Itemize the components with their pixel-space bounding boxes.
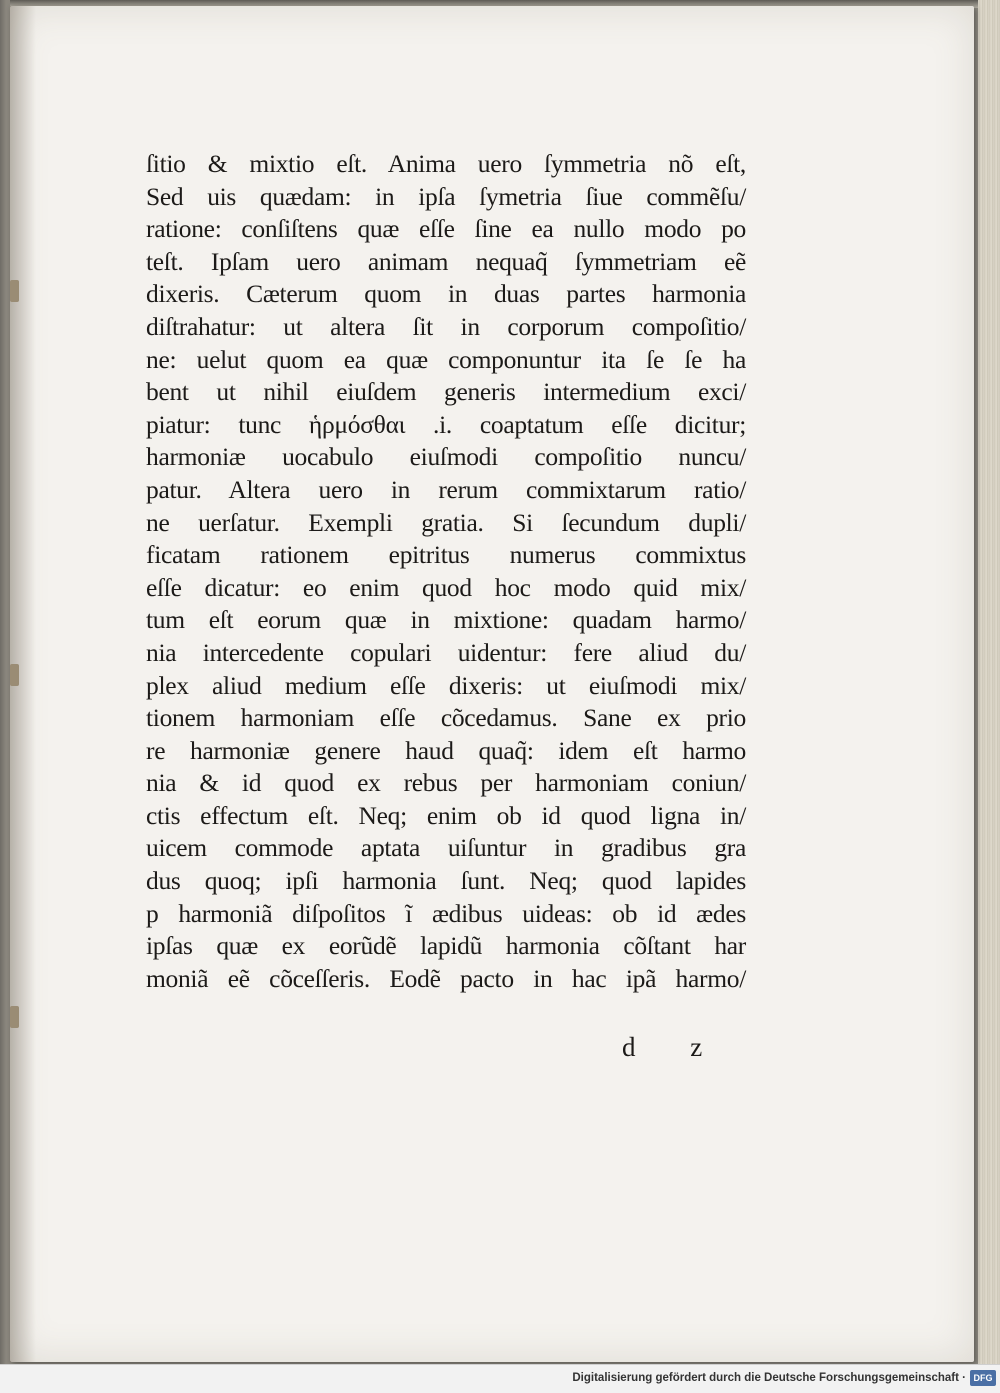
text-line: ne: uelut quom ea quæ componuntur ita ſe ſe ha — [146, 344, 746, 374]
binding-thread-mark — [10, 280, 19, 302]
signature-mark: d z — [622, 1032, 727, 1062]
text-line: tum eſt eorum quæ in mixtione: quadam harmo/ — [146, 605, 746, 635]
text-line: patur. Altera uero in rerum commixtarum ratio/ — [146, 474, 746, 504]
text-line: Sed uis quædam: in ipſa ſymetria ſiue commẽſu/ — [146, 181, 746, 211]
text-line: dus quoq; ipſi harmonia ſunt. Neq; quod lapides — [146, 866, 746, 896]
text-line: p harmoniã diſpoſitos ĩ ædibus uideas: ob id ædes — [146, 898, 746, 928]
footer-text: Digitalisierung gefördert durch die Deutsche Forschungsgemeinschaft · — [572, 1372, 966, 1384]
text-line: dixeris. Cæterum quom in duas partes harmonia — [146, 279, 746, 309]
text-line: ctis effectum eſt. Neq; enim ob id quod ligna in/ — [146, 800, 746, 830]
book-page — [10, 6, 974, 1362]
text-line: re harmoniæ genere haud quaq̃: idem eſt harmo — [146, 735, 746, 765]
text-line: tionem harmoniam eſſe cõcedamus. Sane ex prio — [146, 703, 746, 733]
text-line: ficatam rationem epitritus numerus commixtus — [146, 540, 746, 570]
text-line: piatur: tunc ἡρμόσθαι .i. coaptatum eſſe dicitur; — [146, 409, 746, 439]
text-line: moniã eẽ cõceſſeris. Eodẽ pacto in hac ipã harmo/ — [146, 963, 746, 993]
text-line: uicem commode aptata uiſuntur in gradibus gra — [146, 833, 746, 863]
text-line: ſitio & mixtio eſt. Anima uero ſymmetria nõ eſt, — [146, 149, 746, 178]
binding-thread-mark — [10, 664, 19, 686]
dfg-logo: DFG — [970, 1370, 996, 1386]
binding-thread-mark — [10, 1006, 19, 1028]
book-page-edges — [978, 0, 1000, 1365]
text-line: harmoniæ uocabulo eiuſmodi compoſitio nuncu/ — [146, 442, 746, 472]
text-line: diſtrahatur: ut altera ſit in corporum compoſitio/ — [146, 311, 746, 341]
text-line: eſſe dicatur: eo enim quod hoc modo quid mix/ — [146, 572, 746, 602]
text-line: ratione: conſiſtens quæ eſſe ſine ea nullo modo po — [146, 214, 746, 244]
footer-bar — [0, 1364, 1000, 1393]
text-line: bent ut nihil eiuſdem generis intermedium exci/ — [146, 377, 746, 407]
text-line: nia & id quod ex rebus per harmoniam coniun/ — [146, 768, 746, 798]
text-block — [146, 148, 746, 995]
text-line: ne uerſatur. Exempli gratia. Si ſecundum dupli/ — [146, 507, 746, 537]
text-line: ipſas quæ ex eorũdẽ lapidũ harmonia cõſtant har — [146, 931, 746, 961]
text-line: teſt. Ipſam uero animam nequaq̃ ſymmetriam eẽ — [146, 246, 746, 276]
text-line: nia intercedente copulari uidentur: fere aliud du/ — [146, 637, 746, 667]
text-line: plex aliud medium eſſe dixeris: ut eiuſmodi mix/ — [146, 670, 746, 700]
